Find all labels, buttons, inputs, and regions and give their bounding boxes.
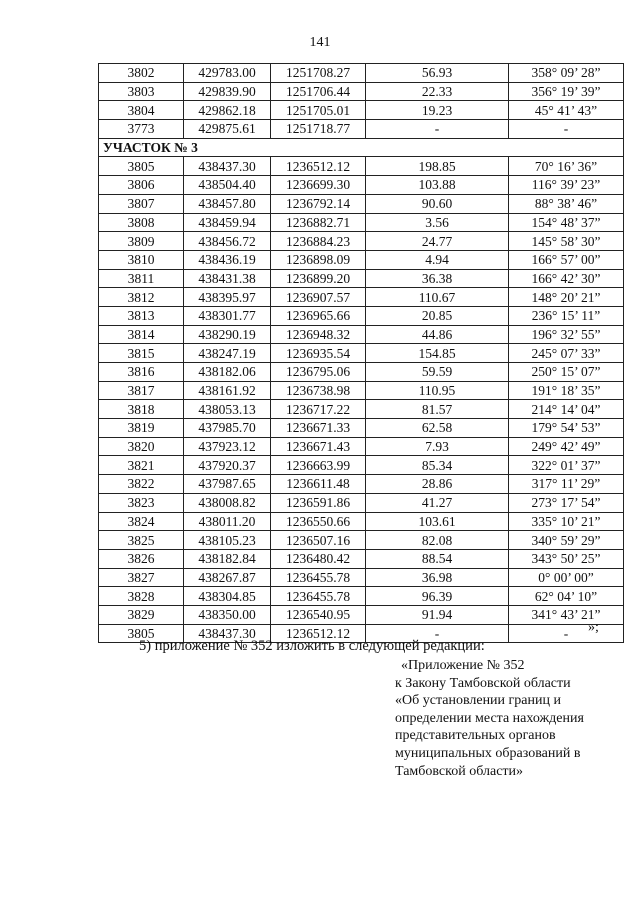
distance-cell: 36.98 [366, 568, 509, 587]
point-number-cell: 3826 [99, 549, 184, 568]
point-number-cell: 3814 [99, 325, 184, 344]
x-coordinate-cell: 438457.80 [184, 194, 271, 213]
point-number-cell: 3828 [99, 587, 184, 606]
y-coordinate-cell: 1236738.98 [271, 381, 366, 400]
table-row [99, 344, 624, 363]
point-number-cell: 3824 [99, 512, 184, 531]
distance-cell: 19.23 [366, 101, 509, 120]
amendment-paragraph: 5) приложение № 352 изложить в следующей редакции: [139, 638, 485, 654]
y-coordinate-cell: 1236455.78 [271, 587, 366, 606]
direction-angle-cell: 341° 43’ 21” [509, 605, 624, 624]
point-number-cell: 3820 [99, 437, 184, 456]
direction-angle-cell: 145° 58’ 30” [509, 232, 624, 251]
appendix-line: муниципальных образований в [395, 745, 581, 761]
x-coordinate-cell: 429839.90 [184, 82, 271, 101]
table-row [99, 419, 624, 438]
section-title: УЧАСТОК № 3 [99, 138, 624, 157]
distance-cell: 81.57 [366, 400, 509, 419]
x-coordinate-cell: 438431.38 [184, 269, 271, 288]
point-number-cell: 3821 [99, 456, 184, 475]
direction-angle-cell: 245° 07’ 33” [509, 344, 624, 363]
table-row [99, 325, 624, 344]
y-coordinate-cell: 1236671.43 [271, 437, 366, 456]
point-number-cell: 3773 [99, 120, 184, 139]
table-row [99, 568, 624, 587]
point-number-cell: 3818 [99, 400, 184, 419]
y-coordinate-cell: 1236882.71 [271, 213, 366, 232]
table-row [99, 531, 624, 550]
direction-angle-cell: 88° 38’ 46” [509, 194, 624, 213]
y-coordinate-cell: 1236907.57 [271, 288, 366, 307]
x-coordinate-cell: 437920.37 [184, 456, 271, 475]
x-coordinate-cell: 429783.00 [184, 64, 271, 83]
x-coordinate-cell: 438395.97 [184, 288, 271, 307]
table-row [99, 176, 624, 195]
x-coordinate-cell: 438290.19 [184, 325, 271, 344]
table-row [99, 306, 624, 325]
direction-angle-cell: 0° 00’ 00” [509, 568, 624, 587]
table-row [99, 400, 624, 419]
point-number-cell: 3807 [99, 194, 184, 213]
table-row [99, 232, 624, 251]
table-row [99, 363, 624, 382]
direction-angle-cell: 62° 04’ 10” [509, 587, 624, 606]
point-number-cell: 3816 [99, 363, 184, 382]
table-row [99, 250, 624, 269]
point-number-cell: 3805 [99, 157, 184, 176]
y-coordinate-cell: 1236480.42 [271, 549, 366, 568]
direction-angle-cell: 166° 57’ 00” [509, 250, 624, 269]
direction-angle-cell: - [509, 120, 624, 139]
point-number-cell: 3823 [99, 493, 184, 512]
distance-cell: 90.60 [366, 194, 509, 213]
point-number-cell: 3827 [99, 568, 184, 587]
direction-angle-cell: 70° 16’ 36” [509, 157, 624, 176]
y-coordinate-cell: 1236792.14 [271, 194, 366, 213]
direction-angle-cell: 179° 54’ 53” [509, 419, 624, 438]
point-number-cell: 3803 [99, 82, 184, 101]
distance-cell: 22.33 [366, 82, 509, 101]
direction-angle-cell: 166° 42’ 30” [509, 269, 624, 288]
table-row [99, 493, 624, 512]
section-header-row [99, 138, 624, 157]
distance-cell: 56.93 [366, 64, 509, 83]
distance-cell: 20.85 [366, 306, 509, 325]
x-coordinate-cell: 438053.13 [184, 400, 271, 419]
direction-angle-cell: 236° 15’ 11” [509, 306, 624, 325]
distance-cell: 154.85 [366, 344, 509, 363]
y-coordinate-cell: 1236671.33 [271, 419, 366, 438]
point-number-cell: 3811 [99, 269, 184, 288]
y-coordinate-cell: 1236512.12 [271, 624, 366, 643]
direction-angle-cell: 335° 10’ 21” [509, 512, 624, 531]
point-number-cell: 3829 [99, 605, 184, 624]
coordinates-table-body [99, 64, 624, 643]
table-row [99, 64, 624, 83]
y-coordinate-cell: 1236611.48 [271, 475, 366, 494]
y-coordinate-cell: 1236550.66 [271, 512, 366, 531]
direction-angle-cell: 116° 39’ 23” [509, 176, 624, 195]
distance-cell: 91.94 [366, 605, 509, 624]
appendix-line: определении места нахождения [395, 710, 584, 726]
appendix-line: представительных органов [395, 728, 556, 744]
table-row [99, 82, 624, 101]
y-coordinate-cell: 1251706.44 [271, 82, 366, 101]
point-number-cell: 3817 [99, 381, 184, 400]
x-coordinate-cell: 438437.30 [184, 157, 271, 176]
y-coordinate-cell: 1251705.01 [271, 101, 366, 120]
distance-cell: 96.39 [366, 587, 509, 606]
distance-cell: 4.94 [366, 250, 509, 269]
direction-angle-cell: 250° 15’ 07” [509, 363, 624, 382]
x-coordinate-cell: 438105.23 [184, 531, 271, 550]
y-coordinate-cell: 1236935.54 [271, 344, 366, 363]
y-coordinate-cell: 1236455.78 [271, 568, 366, 587]
direction-angle-cell: 358° 09’ 28” [509, 64, 624, 83]
point-number-cell: 3822 [99, 475, 184, 494]
direction-angle-cell: 148° 20’ 21” [509, 288, 624, 307]
direction-angle-cell: 356° 19’ 39” [509, 82, 624, 101]
point-number-cell: 3805 [99, 624, 184, 643]
direction-angle-cell: 214° 14’ 04” [509, 400, 624, 419]
y-coordinate-cell: 1236507.16 [271, 531, 366, 550]
point-number-cell: 3809 [99, 232, 184, 251]
y-coordinate-cell: 1251708.27 [271, 64, 366, 83]
direction-angle-cell: 191° 18’ 35” [509, 381, 624, 400]
distance-cell: - [366, 624, 509, 643]
table-row [99, 288, 624, 307]
x-coordinate-cell: 438436.19 [184, 250, 271, 269]
x-coordinate-cell: 438437.30 [184, 624, 271, 643]
point-number-cell: 3813 [99, 306, 184, 325]
distance-cell: 3.56 [366, 213, 509, 232]
table-row [99, 101, 624, 120]
y-coordinate-cell: 1236512.12 [271, 157, 366, 176]
direction-angle-cell: 154° 48’ 37” [509, 213, 624, 232]
x-coordinate-cell: 438011.20 [184, 512, 271, 531]
y-coordinate-cell: 1251718.77 [271, 120, 366, 139]
y-coordinate-cell: 1236884.23 [271, 232, 366, 251]
x-coordinate-cell: 429875.61 [184, 120, 271, 139]
distance-cell: 24.77 [366, 232, 509, 251]
direction-angle-cell: 249° 42’ 49” [509, 437, 624, 456]
table-row [99, 456, 624, 475]
y-coordinate-cell: 1236663.99 [271, 456, 366, 475]
x-coordinate-cell: 437987.65 [184, 475, 271, 494]
appendix-line: к Закону Тамбовской области [395, 675, 571, 691]
table-row [99, 512, 624, 531]
table-row [99, 213, 624, 232]
distance-cell: 88.54 [366, 549, 509, 568]
closing-quote-mark: »; [588, 620, 599, 635]
point-number-cell: 3815 [99, 344, 184, 363]
direction-angle-cell: - [509, 624, 624, 643]
table-row [99, 269, 624, 288]
distance-cell: 110.95 [366, 381, 509, 400]
x-coordinate-cell: 429862.18 [184, 101, 271, 120]
distance-cell: 110.67 [366, 288, 509, 307]
table-row [99, 194, 624, 213]
x-coordinate-cell: 438182.84 [184, 549, 271, 568]
x-coordinate-cell: 438301.77 [184, 306, 271, 325]
point-number-cell: 3819 [99, 419, 184, 438]
x-coordinate-cell: 437923.12 [184, 437, 271, 456]
x-coordinate-cell: 438350.00 [184, 605, 271, 624]
point-number-cell: 3808 [99, 213, 184, 232]
y-coordinate-cell: 1236898.09 [271, 250, 366, 269]
direction-angle-cell: 340° 59’ 29” [509, 531, 624, 550]
point-number-cell: 3806 [99, 176, 184, 195]
appendix-heading-block [395, 657, 635, 780]
table-row [99, 157, 624, 176]
table-row [99, 587, 624, 606]
x-coordinate-cell: 438008.82 [184, 493, 271, 512]
distance-cell: 28.86 [366, 475, 509, 494]
x-coordinate-cell: 438456.72 [184, 232, 271, 251]
y-coordinate-cell: 1236699.30 [271, 176, 366, 195]
y-coordinate-cell: 1236540.95 [271, 605, 366, 624]
table-row [99, 120, 624, 139]
y-coordinate-cell: 1236717.22 [271, 400, 366, 419]
direction-angle-cell: 343° 50’ 25” [509, 549, 624, 568]
distance-cell: 198.85 [366, 157, 509, 176]
distance-cell: 82.08 [366, 531, 509, 550]
distance-cell: 36.38 [366, 269, 509, 288]
x-coordinate-cell: 437985.70 [184, 419, 271, 438]
distance-cell: 103.61 [366, 512, 509, 531]
table-row [99, 605, 624, 624]
x-coordinate-cell: 438267.87 [184, 568, 271, 587]
point-number-cell: 3802 [99, 64, 184, 83]
y-coordinate-cell: 1236591.86 [271, 493, 366, 512]
distance-cell: 103.88 [366, 176, 509, 195]
point-number-cell: 3804 [99, 101, 184, 120]
appendix-line: «Об установлении границ и [395, 693, 561, 709]
direction-angle-cell: 45° 41’ 43” [509, 101, 624, 120]
direction-angle-cell: 196° 32’ 55” [509, 325, 624, 344]
table-row [99, 549, 624, 568]
distance-cell: 59.59 [366, 363, 509, 382]
distance-cell: 7.93 [366, 437, 509, 456]
appendix-line: Тамбовской области» [395, 763, 524, 779]
distance-cell: 85.34 [366, 456, 509, 475]
x-coordinate-cell: 438182.06 [184, 363, 271, 382]
x-coordinate-cell: 438247.19 [184, 344, 271, 363]
table-row [99, 475, 624, 494]
y-coordinate-cell: 1236795.06 [271, 363, 366, 382]
distance-cell: - [366, 120, 509, 139]
direction-angle-cell: 273° 17’ 54” [509, 493, 624, 512]
table-row [99, 437, 624, 456]
y-coordinate-cell: 1236899.20 [271, 269, 366, 288]
coordinates-table [98, 63, 624, 643]
point-number-cell: 3810 [99, 250, 184, 269]
page-number: 141 [309, 35, 331, 50]
x-coordinate-cell: 438504.40 [184, 176, 271, 195]
distance-cell: 44.86 [366, 325, 509, 344]
y-coordinate-cell: 1236948.32 [271, 325, 366, 344]
distance-cell: 41.27 [366, 493, 509, 512]
appendix-line: «Приложение № 352 [401, 658, 525, 673]
direction-angle-cell: 317° 11’ 29” [509, 475, 624, 494]
point-number-cell: 3812 [99, 288, 184, 307]
y-coordinate-cell: 1236965.66 [271, 306, 366, 325]
distance-cell: 62.58 [366, 419, 509, 438]
x-coordinate-cell: 438304.85 [184, 587, 271, 606]
x-coordinate-cell: 438459.94 [184, 213, 271, 232]
table-row [99, 381, 624, 400]
direction-angle-cell: 322° 01’ 37” [509, 456, 624, 475]
point-number-cell: 3825 [99, 531, 184, 550]
x-coordinate-cell: 438161.92 [184, 381, 271, 400]
